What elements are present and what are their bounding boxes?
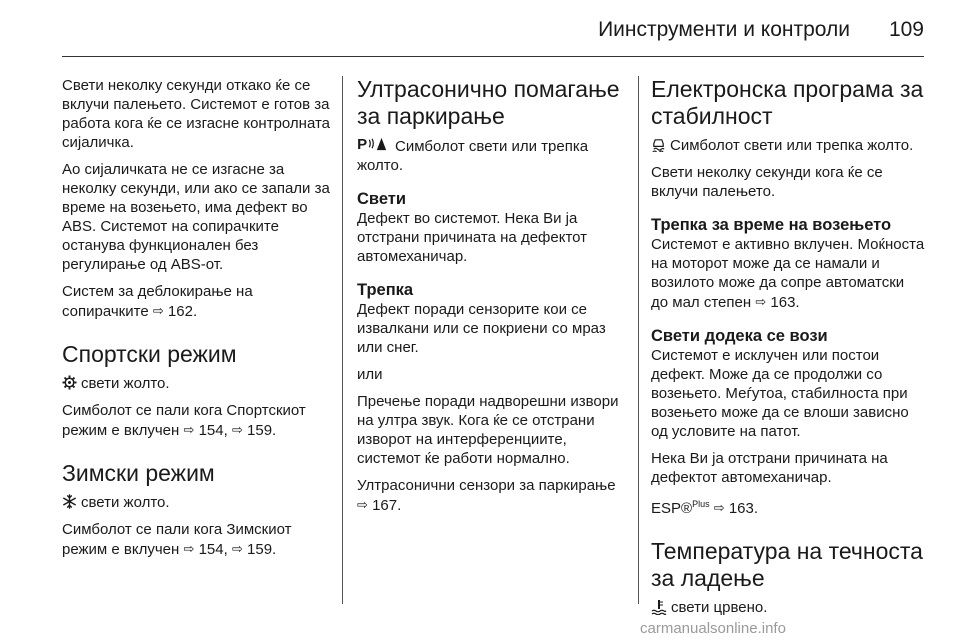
page-reference[interactable]: 167. bbox=[372, 497, 402, 514]
abs-paragraph-1: Свети неколку секунди откако ќе се вклучи палењето. Системот е готов за работа кога ќе се изгасне контролната сијаличка. bbox=[62, 77, 331, 151]
page-reference[interactable]: 163. bbox=[728, 500, 759, 517]
or-text: или bbox=[357, 366, 383, 383]
column-divider-1 bbox=[342, 76, 343, 604]
ref-arrow-icon: ⇨ bbox=[713, 500, 725, 515]
ref-arrow-icon: ⇨ bbox=[357, 497, 368, 512]
interference-text: Пречење поради надворешни извори на ултра звук. Кога ќе се отстрани изворот на интерференциите, системот ќе работи нормално. bbox=[357, 393, 619, 467]
page-number: 109 bbox=[888, 18, 924, 41]
column-1 bbox=[62, 76, 330, 567]
winter-mode-text bbox=[62, 520, 330, 559]
esp-plus-superscript: Plus bbox=[692, 499, 710, 509]
esp-on-text: Свети неколку секунди кога ќе се вклучи палењето. bbox=[651, 164, 883, 200]
abs-paragraph-2: Ао сијаличката не се изгасне за неколку секунди, или ако се запали за време на возењето, има дефект во ABS. Системот на сопирачките останува функционален без регулирање од ABS-от. bbox=[62, 161, 330, 273]
gear-icon bbox=[62, 374, 77, 393]
brake-release-text: Систем за деблокирање на сопирачките bbox=[62, 283, 253, 320]
coolant-icon-line bbox=[651, 598, 925, 617]
ref-arrow-icon: ⇨ bbox=[231, 422, 243, 437]
ref-arrow-icon: ⇨ bbox=[152, 303, 164, 318]
esp-heading: Електронска програма за стабилност bbox=[651, 76, 924, 129]
ref-arrow-icon: ⇨ bbox=[183, 541, 195, 556]
parking-assist-icon bbox=[357, 136, 391, 151]
on-heading: Свети bbox=[357, 190, 407, 208]
esp-blink-paragraph bbox=[651, 235, 925, 312]
ref-arrow-icon: ⇨ bbox=[183, 422, 195, 437]
snowflake-icon bbox=[62, 493, 77, 512]
page-reference[interactable]: 162. bbox=[167, 303, 198, 320]
parking-assist-status: Симболот свети или трепка жолто. bbox=[357, 138, 589, 174]
blink-text: Дефект поради сензорите кои се извалкани или се покриени со мраз или снег. bbox=[357, 301, 606, 356]
coolant-temperature-icon bbox=[651, 598, 667, 617]
winter-mode-heading: Зимски режим bbox=[62, 460, 215, 486]
watermark: carmanualsonline.info bbox=[640, 620, 786, 637]
sensors-paragraph bbox=[357, 476, 625, 515]
ref-arrow-icon: ⇨ bbox=[755, 294, 767, 309]
esp-blink-heading: Трепка за време на возењето bbox=[651, 216, 892, 234]
esp-plus-label: ESP® bbox=[651, 500, 693, 517]
coolant-heading: Температура на течноста за ладење bbox=[651, 538, 923, 591]
column-divider-2 bbox=[638, 76, 639, 604]
page-reference[interactable]: 159. bbox=[247, 422, 277, 439]
ref-arrow-icon: ⇨ bbox=[231, 541, 243, 556]
esp-icon-line bbox=[651, 136, 925, 155]
sport-mode-icon-line bbox=[62, 374, 330, 393]
header-rule bbox=[62, 56, 924, 57]
parking-assist-icon-line bbox=[357, 136, 625, 175]
esp-during-heading: Свети додека се вози bbox=[651, 327, 828, 345]
parking-assist-heading: Ултрасонично помагање за паркирање bbox=[357, 76, 620, 129]
coolant-status: свети црвено. bbox=[671, 599, 768, 616]
esp-plus-paragraph bbox=[651, 495, 925, 518]
page-reference[interactable]: 159. bbox=[247, 541, 277, 558]
sport-mode-text bbox=[62, 401, 330, 440]
sport-mode-status: свети жолто. bbox=[81, 375, 170, 392]
esp-car-icon bbox=[651, 136, 666, 155]
header-title: Иинструменти и контроли bbox=[598, 18, 850, 41]
blink-heading: Трепка bbox=[357, 281, 414, 299]
winter-mode-icon-line bbox=[62, 493, 330, 512]
esp-status: Симболот свети или трепка жолто. bbox=[670, 137, 914, 154]
page-reference[interactable]: 163. bbox=[770, 294, 800, 311]
page-reference[interactable]: 154, bbox=[198, 541, 228, 558]
brake-release-paragraph bbox=[62, 282, 330, 321]
column-3 bbox=[651, 76, 925, 625]
sport-mode-heading: Спортски режим bbox=[62, 341, 237, 367]
sport-mode-description: Симболот се пали кога Спортскиот режим е вклучен bbox=[62, 402, 306, 439]
esp-mechanic-text: Нека Ви ја отстрани причината на дефектот автомеханичар. bbox=[651, 450, 888, 486]
sensors-text: Ултрасонични сензори за паркирање bbox=[357, 477, 616, 494]
page-reference[interactable]: 154, bbox=[198, 422, 228, 439]
winter-mode-description: Симболот се пали кога Зимскиот режим е вклучен bbox=[62, 521, 292, 558]
on-text: Дефект во системот. Нека Ви ја отстрани причината на дефектот автомеханичар. bbox=[357, 210, 588, 265]
esp-during-text: Системот е исклучен или постои дефект. Може да се продолжи со возењето. Меѓутоа, стабилноста при возењето може да се влоши зависно од условите на патот. bbox=[651, 347, 909, 440]
winter-mode-status: свети жолто. bbox=[81, 494, 170, 511]
column-2 bbox=[357, 76, 625, 523]
svg-text:P: P bbox=[357, 136, 368, 151]
esp-blink-text: Системот е активно вклучен. Моќноста на моторот може да се намали и возилото може да сопре автоматски до мал степен bbox=[651, 236, 925, 311]
